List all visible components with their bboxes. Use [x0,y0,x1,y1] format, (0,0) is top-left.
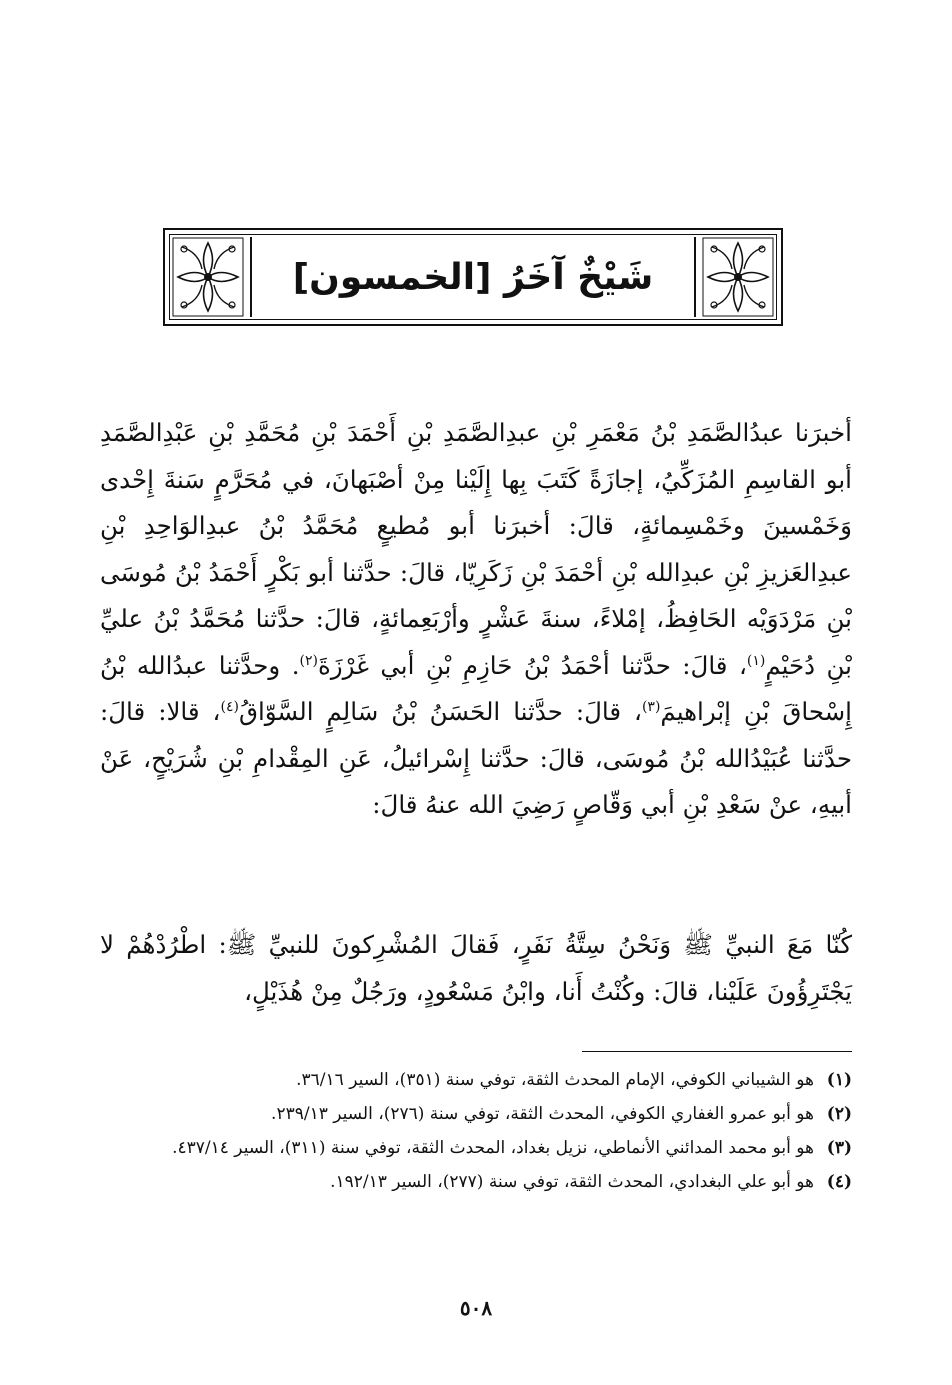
title-frame [163,228,783,326]
footnote-number: (٤) [826,1172,852,1192]
footnote-text: هو أبو محمد المدائني الأنماطي، نزيل بغداد، المحدث الثقة، توفي سنة (٣١١)، السير ٤٣٧/١٤. [172,1138,814,1158]
footnote-ref[interactable]: (١) [746,652,766,669]
isnad-paragraph [100,410,852,829]
footnote-item [100,1100,852,1128]
footnote-text: هو أبو علي البغدادي، المحدث الثقة، توفي سنة (٢٧٧)، السير ١٩٢/١٣. [330,1172,814,1192]
text-segment: ، قالَ: حدَّثنا أحْمَدُ بْنُ حَازِمِ بْنِ أبي غَرْزَةَ [317,650,747,680]
footnote-text: هو الشيباني الكوفي، الإمام المحدث الثقة، توفي سنة (٣٥١)، السير ٣٦/١٦. [296,1070,814,1090]
footnote-number: (٢) [826,1104,852,1124]
footnotes [100,1066,852,1202]
footnote-ref[interactable]: (٢) [299,652,318,669]
floral-ornament-icon [702,237,774,317]
footnote-ref[interactable]: (٣) [641,698,661,715]
footnote-number: (٣) [826,1138,852,1158]
title-box [250,237,696,317]
footnote-ref[interactable]: (٤) [220,698,239,715]
footnote-item [100,1134,852,1162]
text-segment: . وحدَّثنا عبدُالله بْنُ إِسْحاقَ بْنِ إبْراهيمَ [100,650,852,726]
text-segment: ، قالا: قالَ: حدَّثنا عُبَيْدُالله بْنُ مُوسَى، قالَ: حدَّثنا إِسْرائيلُ، عَنِ المِقْدامِ بْنِ شُرَيْحٍ، عَنْ أبيهِ، عنْ سَعْدِ بْنِ أبي وَقّاصٍ رَضِيَ الله عنهُ قالَ: [100,697,852,819]
footnote-separator [582,1051,852,1052]
text-segment: أخبرَنا عبدُالصَّمَدِ بْنُ مَعْمَرِ بْنِ عبدِالصَّمَدِ بْنِ أَحْمَدَ بْنِ مُحَمَّدِ بْنِ عَبْدِالصَّمَدِ أبو القاسِمِ المُزَكِّيُ، إجازَةً كَتَبَ بِها إِلَيْنا مِنْ أصْبَهانَ، في مُحَرَّمٍ سَنةَ إِحْدى وَخَمْسينَ وخَمْسِمائةٍ، قالَ: أخبرَنا أبو مُطيعٍ مُحَمَّدُ بْنُ عبدِالوَاحِدِ بْنِ عبدِالعَزيزِ بْنِ عبدِالله بْنِ أحْمَدَ بْنِ زَكَرِيّا، قالَ: حدَّثنا أبو بَكْرٍ أَحْمَدُ بْنُ مُوسَى بْنِ مَرْدَوَيْه الحَافِظُ، إمْلاءً، سنةَ عَشْرٍ وأرْبَعِمائةٍ، قالَ: حدَّثنا مُحَمَّدُ بْنُ عليِّ بْنِ دُحَيْمٍ [100,418,852,680]
footnote-text: هو أبو عمرو الغفاري الكوفي، المحدث الثقة، توفي سنة (٢٧٦)، السير ٢٣٩/١٣. [271,1104,814,1124]
footnote-item [100,1168,852,1196]
page-number: ٥٠٨ [459,1296,493,1320]
footnote-number: (١) [826,1070,852,1090]
hadith-paragraph [100,922,852,1015]
floral-ornament-icon [172,237,244,317]
footnote-item [100,1066,852,1094]
page-title: شَيْخٌ آخَرُ [الخمسون] [292,256,654,298]
hadith-text: كُنّا مَعَ النبيِّ ﷺ وَنَحْنُ سِتَّةُ نَفَرٍ، فَقالَ المُشْرِكونَ للنبيِّ ﷺ: اطْرُدْهُمْ لا يَجْتَرِؤُونَ عَلَيْنا، قالَ: وكُنْتُ أَنا، وابْنُ مَسْعُودٍ، ورَجُلٌ مِنْ هُذَيْلٍ، [100,930,852,1006]
text-segment: ، قالَ: حدَّثنا الحَسَنُ بْنُ سَالِمٍ السَّوّاقُ [238,697,642,726]
